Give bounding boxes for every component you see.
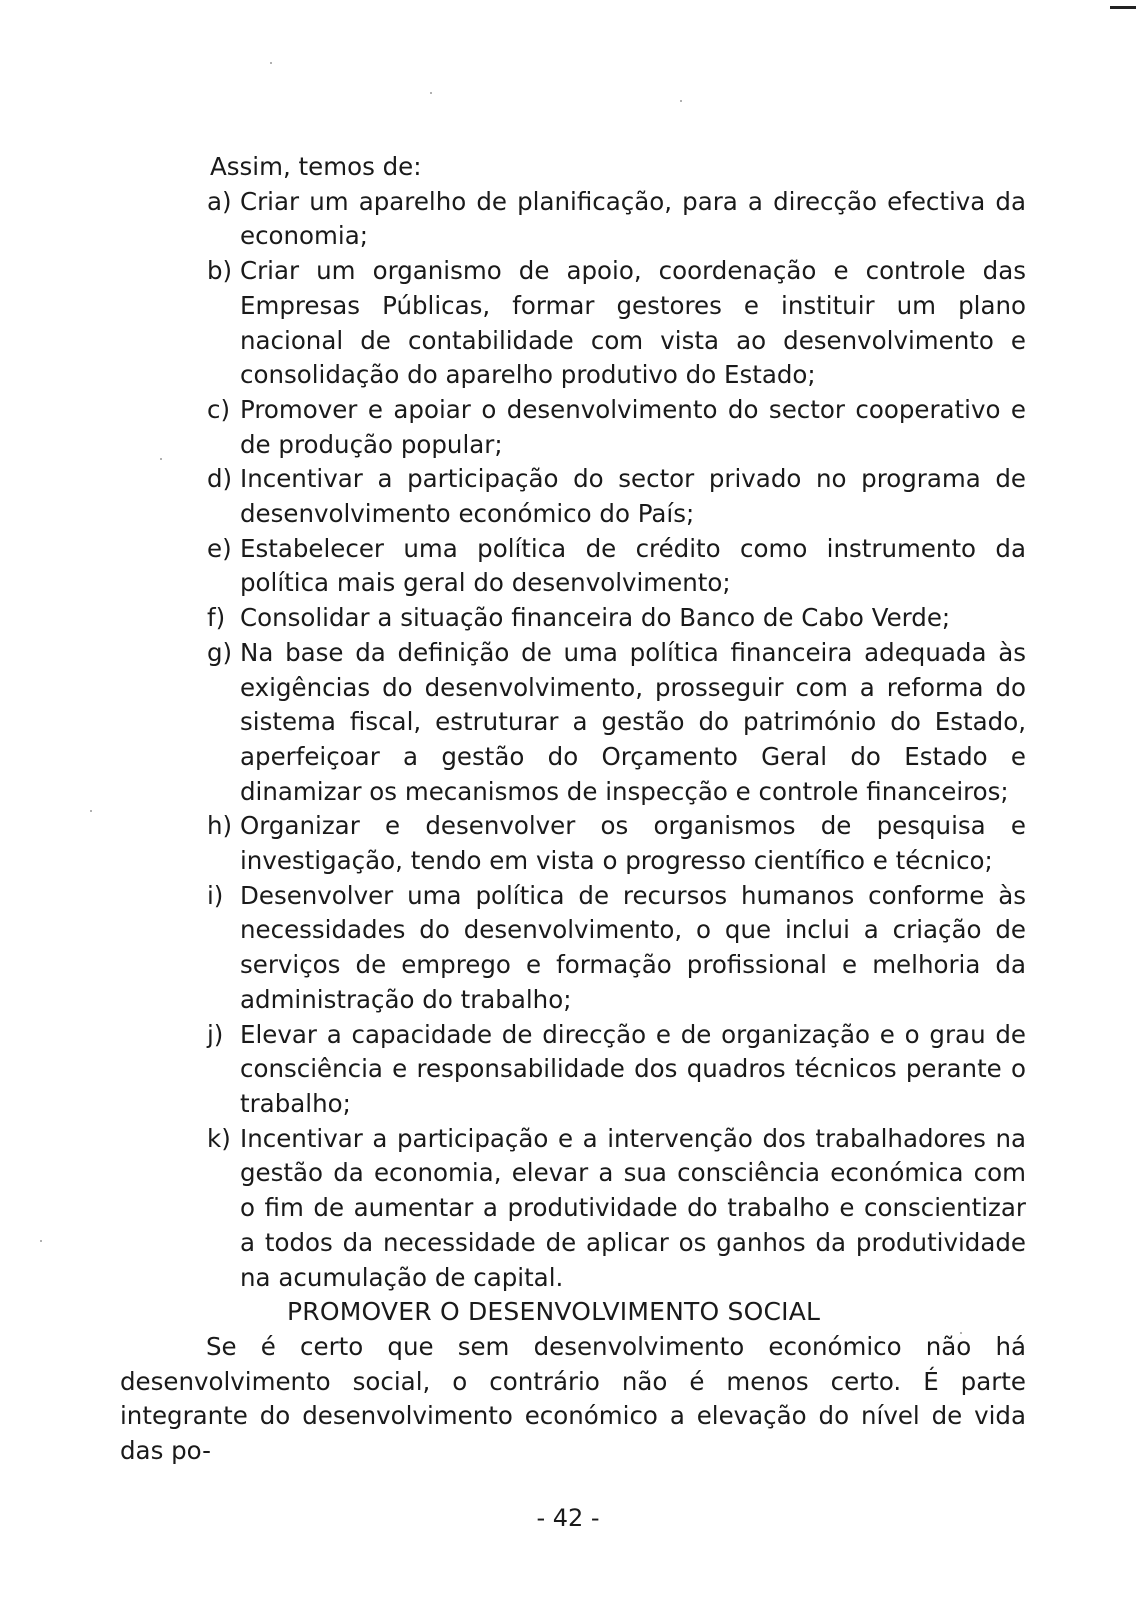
item-marker: i) — [207, 880, 224, 910]
item-marker: b) — [207, 256, 233, 286]
item-marker: j) — [207, 1019, 224, 1049]
scan-speck — [270, 62, 272, 64]
page-number: - 42 - — [536, 1504, 600, 1532]
scan-edge-mark — [1110, 6, 1136, 9]
item-marker: e) — [207, 533, 232, 563]
item-marker: f) — [207, 603, 226, 633]
item-marker: c) — [207, 394, 231, 424]
item-text: Estabelecer uma política de crédito como instrumento da política mais geral do desenvolvimento; — [240, 533, 1026, 598]
item-text: Na base da definição de uma política financeira adequada às exigências do desenvolvimento, prosseguir com a reforma do sistema fiscal, estruturar a gestão do património do Estado, aperfeiçoar a gestão do Orçamento Geral do Estado e dinamizar os mecanismos de inspecção e controle financeiros; — [240, 637, 1026, 806]
list-item — [207, 601, 1026, 636]
item-marker: d) — [207, 464, 233, 494]
item-text: Desenvolver uma política de recursos humanos conforme às necessidades do desenvolvimento, o que inclui a criação de serviços de emprego e formação profissional e melhoria da administração do trabalho; — [240, 880, 1026, 1014]
list-item — [207, 1018, 1026, 1122]
list-item — [207, 254, 1026, 393]
item-marker: g) — [207, 637, 233, 667]
item-text: Consolidar a situação financeira do Banco de Cabo Verde; — [240, 603, 951, 633]
list-item — [207, 185, 1026, 254]
item-marker: a) — [207, 186, 232, 216]
item-marker: h) — [207, 811, 233, 841]
body-text — [0, 150, 1136, 1469]
objectives-list — [0, 185, 1136, 1296]
scan-speck — [430, 92, 432, 94]
list-item — [207, 532, 1026, 601]
scan-speck — [680, 100, 682, 102]
list-item — [207, 1122, 1026, 1296]
list-item — [207, 879, 1026, 1018]
list-item — [207, 636, 1026, 810]
list-item — [207, 809, 1026, 878]
item-text: Criar um organismo de apoio, coordenação e controle das Empresas Públicas, formar gestores e instituir um plano nacional de contabilidade com vista ao desenvolvimento e consolidação do aparelho produtivo do Estado; — [240, 256, 1026, 390]
item-text: Promover e apoiar o desenvolvimento do sector cooperativo e de produção popular; — [240, 394, 1026, 459]
intro-line: Assim, temos de: — [210, 152, 422, 181]
item-text: Elevar a capacidade de direcção e de organização e o grau de consciência e responsabilidade dos quadros técnicos perante o trabalho; — [240, 1019, 1026, 1118]
item-text: Organizar e desenvolver os organismos de pesquisa e investigação, tendo em vista o progresso científico e técnico; — [240, 811, 1026, 876]
item-marker: k) — [207, 1123, 231, 1153]
list-item — [207, 462, 1026, 531]
item-text: Incentivar a participação do sector privado no programa de desenvolvimento económico do País; — [240, 464, 1026, 529]
list-item — [207, 393, 1026, 462]
section-paragraph: Se é certo que sem desenvolvimento económico não há desenvolvimento social, o contrário não é menos certo. É parte integrante do desenvolvimento económico a elevação do nível de vida das po- — [120, 1331, 1026, 1466]
section-heading: PROMOVER O DESENVOLVIMENTO SOCIAL — [287, 1297, 821, 1327]
item-text: Incentivar a participação e a intervenção dos trabalhadores na gestão da economia, elevar a sua consciência económica com o fim de aumentar a produtividade do trabalho e conscientizar a todos da necessidade de aplicar os ganhos da produtividade na acumulação de capital. — [240, 1123, 1026, 1292]
item-text: Criar um aparelho de planificação, para a direcção efectiva da economia; — [240, 186, 1026, 251]
